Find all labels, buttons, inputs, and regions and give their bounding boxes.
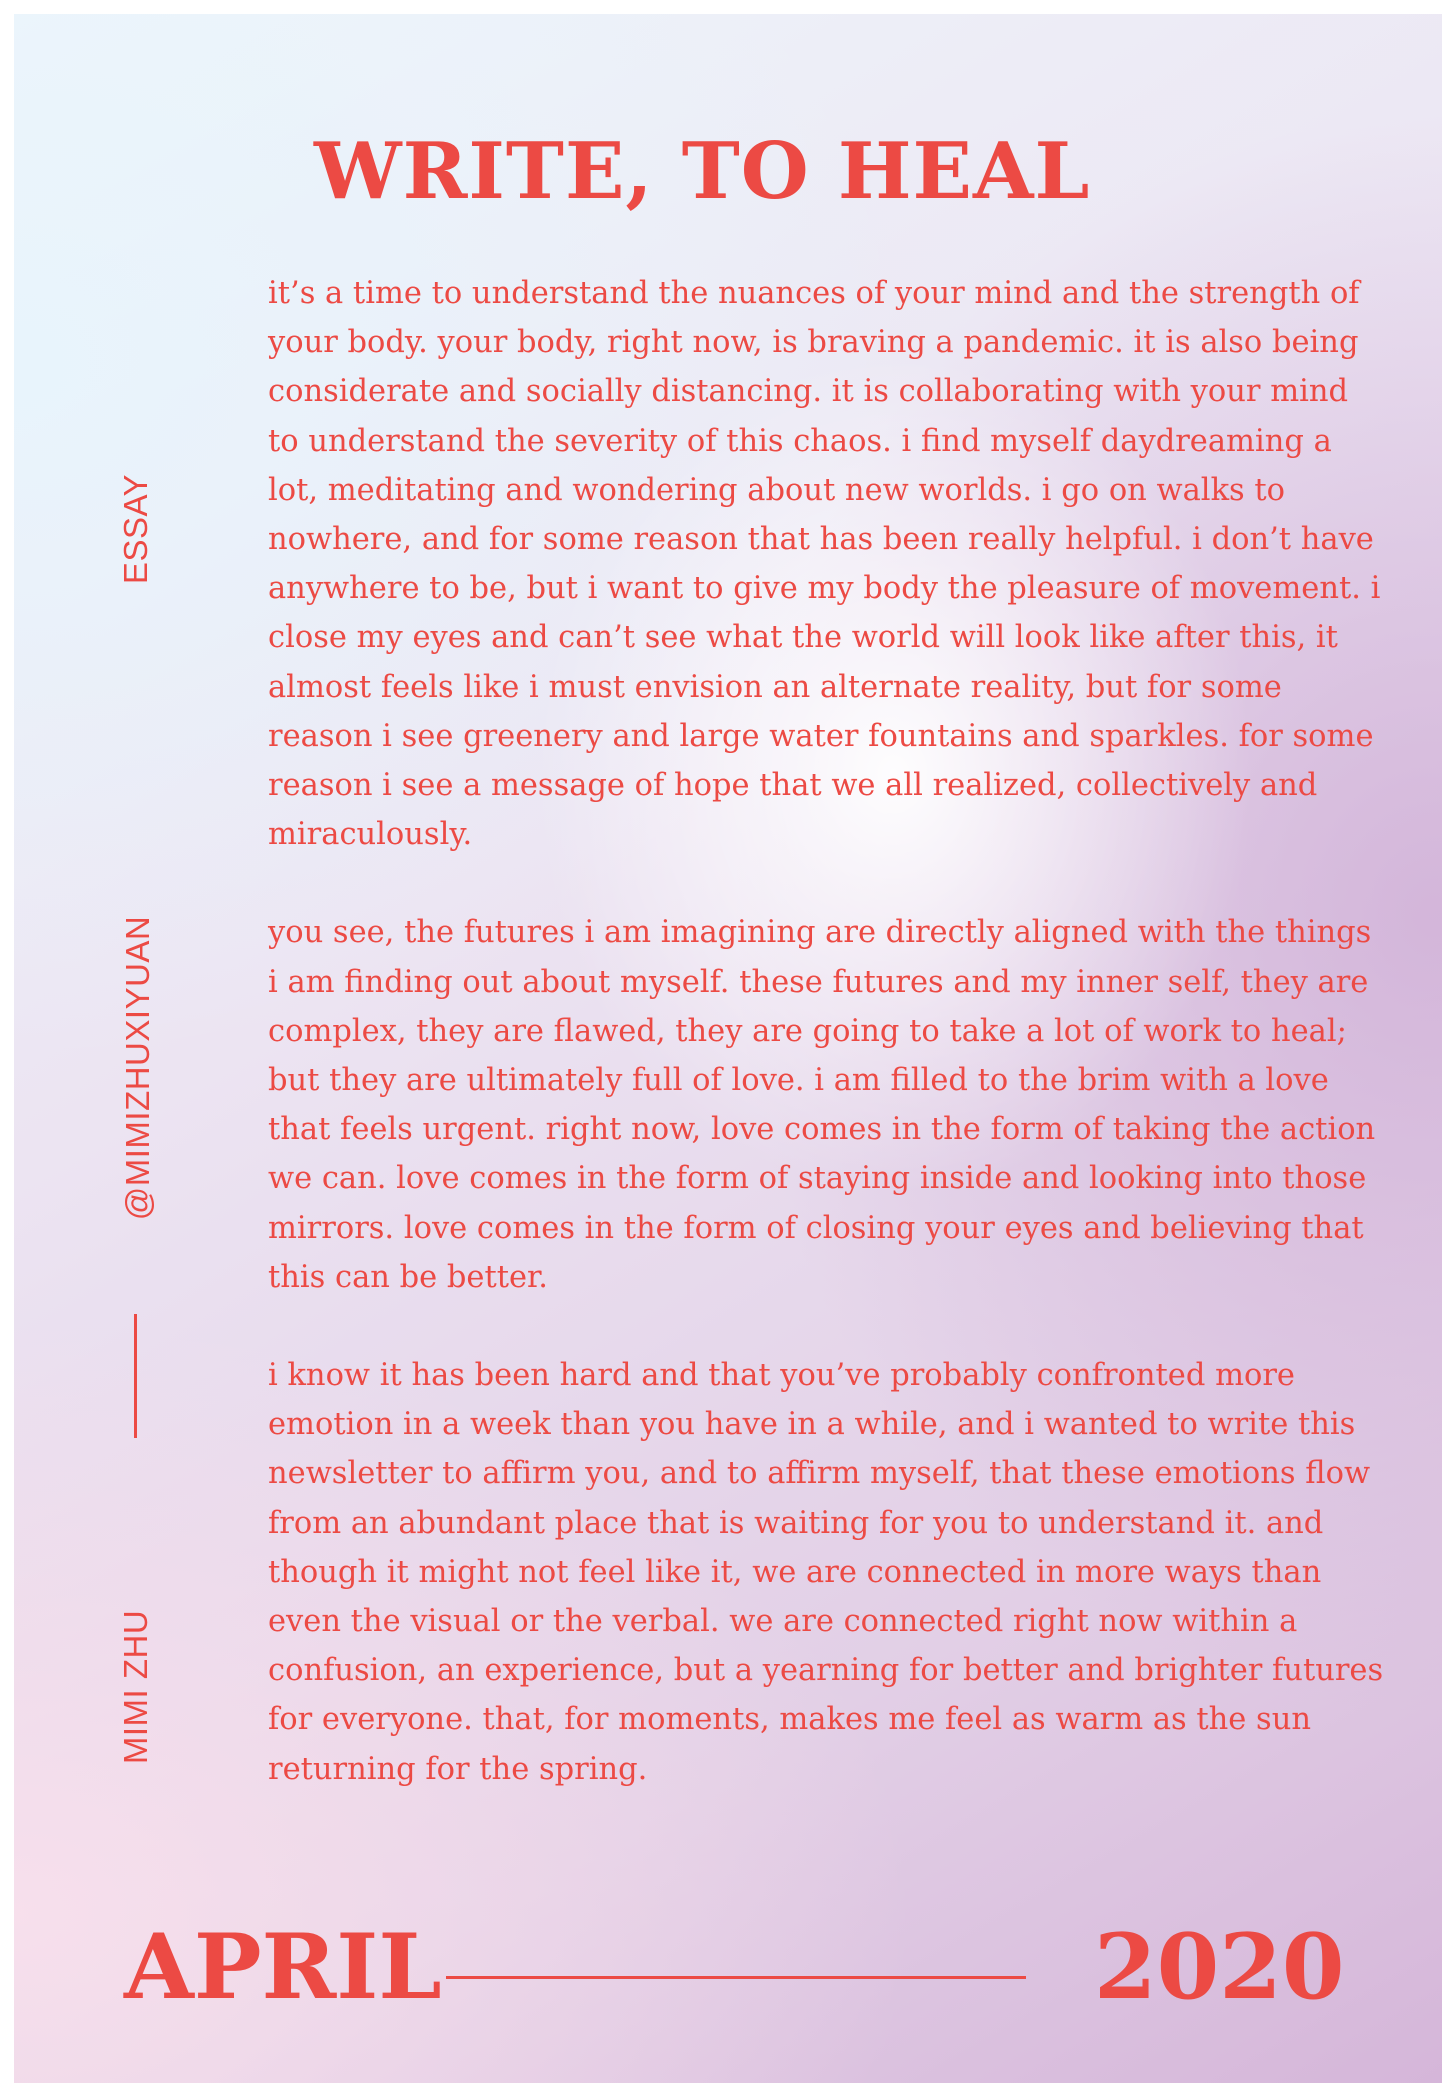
footer-year: 2020	[1094, 1914, 1345, 2020]
category-label: ESSAY	[117, 473, 154, 585]
essay-paragraph-3: i know it has been hard and that you’ve probably confronted more emotion in a week than you have in a while, and i wanted to write this newsletter to affirm you, and to affirm myself, that these emotions flow from an abundant place that is waiting for you to understand it. and though it might not feel like it, we are connected in more ways than even the visual or the verbal. we are connected right now within a confusion, an experience, but a yearning for better and brighter futures for everyone. that, for moments, makes me feel as warm as the sun returning for the spring.	[268, 1358, 1384, 1787]
essay-paragraph-2: you see, the futures i am imagining are directly aligned with the things i am finding out about myself. these futures and my inner self, they are complex, they are flawed, they are going to take a lot of work to heal; but they are ultimately full of love. i am filled to the brim with a love that feels urgent. right now, love comes in the form of taking the action we can. love comes in the form of staying inside and looking into those mirrors. love comes in the form of closing your eyes and believing that this can be better.	[268, 915, 1376, 1295]
essay-paragraph-1: it’s a time to understand the nuances of your mind and the strength of your body. your body, right now, is braving a pandemic. it is also being considerate and socially distancing. it is collaborating with your mind to understand the severity of this chaos. i find myself daydreaming a lot, meditating and wondering about new worlds. i go on walks to nowhere, and for some reason that has been really helpful. i don’t have anywhere to be, but i want to give my body the pleasure of movement. i close my eyes and can’t see what the world will look like after this, it almost feels like i must envision an alternate reality, but for some reason i see greenery and large water fountains and sparkles. for some reason i see a message of hope that we all realized, collectively and miraculously.	[268, 276, 1381, 853]
page-background	[14, 14, 1442, 2083]
footer-divider-line	[446, 1976, 1026, 1979]
side-divider-line	[134, 1314, 137, 1438]
author-name: MIMI ZHU	[117, 1609, 154, 1765]
essay-body	[268, 269, 1388, 1843]
essay-title: WRITE, TO HEAL	[314, 126, 1091, 217]
footer-month: APRIL	[124, 1914, 442, 2020]
author-handle: @MIMIZHUXIYUAN	[119, 915, 156, 1221]
